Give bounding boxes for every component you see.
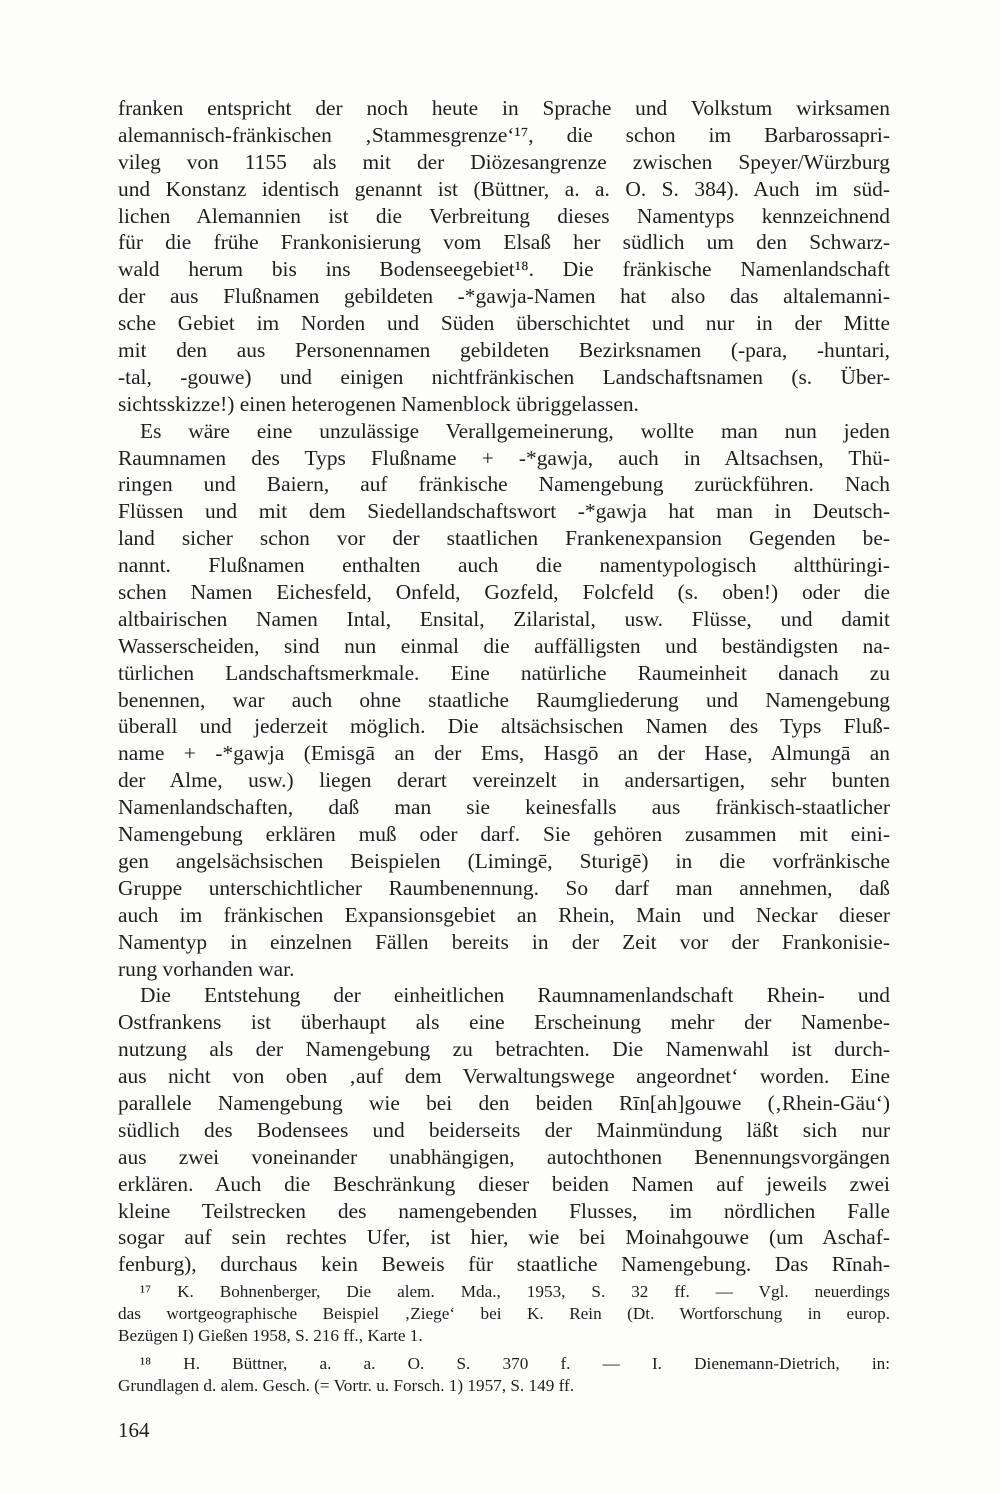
text-line: wald herum bis ins Bodenseegebiet¹⁸. Die fränkische Namenlandschaft (118, 257, 890, 282)
footnote-line: ¹⁷ K. Bohnenberger, Die alem. Mda., 1953, S. 32 ff. — Vgl. neuerdings (140, 1282, 890, 1301)
text-line: -tal, -gouwe) und einigen nichtfränkischen Landschaftsnamen (s. Über- (118, 364, 890, 389)
text-line: Raumnamen des Typs Flußname + -*gawja, auch in Altsachsen, Thü- (118, 445, 890, 470)
text-line: parallele Namengebung wie bei den beiden Rīn[ah]gouwe (‚Rhein-Gäu‘) (118, 1090, 890, 1115)
text-line: sche Gebiet im Norden und Süden überschichtet und nur in der Mitte (118, 311, 890, 336)
text-line: türlichen Landschaftsmerkmale. Eine natürliche Raumeinheit danach zu (118, 660, 890, 685)
text-line: benennen, war auch ohne staatliche Raumgliederung und Namengebung (118, 687, 890, 712)
footnotes (118, 1281, 890, 1397)
text-line: der Alme, usw.) liegen derart vereinzelt in andersartigen, sehr bunten (118, 768, 890, 793)
text-line: für die frühe Frankonisierung vom Elsaß her südlich um den Schwarz- (118, 230, 890, 255)
text-line: auch im fränkischen Expansionsgebiet an Rhein, Main und Neckar dieser (118, 902, 890, 927)
text-line: Die Entstehung der einheitlichen Raumnamenlandschaft Rhein- und (140, 983, 890, 1008)
text-line: alemannisch-fränkischen ‚Stammesgrenze‘¹⁷, die schon im Barbarossapri- (118, 122, 890, 147)
text-line: erklären. Auch die Beschränkung dieser beiden Namen auf jeweils zwei (118, 1171, 890, 1196)
text-line: fenburg), durchaus kein Beweis für staatliche Namengebung. Das Rīnah- (118, 1252, 890, 1277)
text-line: kleine Teilstrecken des namengebenden Flusses, im nördlichen Falle (118, 1198, 890, 1223)
text-line: Wasserscheiden, sind nun einmal die auffälligsten und beständigsten na- (118, 633, 890, 658)
text-line: aus nicht von oben ‚auf dem Verwaltungswege angeordnet‘ worden. Eine (118, 1064, 890, 1089)
page-number: 164 (118, 1418, 150, 1442)
text-line: lichen Alemannien ist die Verbreitung dieses Namentyps kennzeichnend (118, 203, 890, 228)
text-line: altbairischen Namen Intal, Ensital, Zilaristal, usw. Flüsse, und damit (118, 606, 890, 631)
text-line: sichtsskizze!) einen heterogenen Namenblock übriggelassen. (118, 391, 639, 416)
text-line: Namenlandschaften, daß man sie keinesfalls aus fränkisch-staatlicher (118, 795, 890, 820)
text-line: vileg von 1155 als mit der Diözesangrenze zwischen Speyer/Würzburg (118, 149, 890, 174)
text-line: gen angelsächsischen Beispielen (Limingē, Sturigē) in die vorfränkische (118, 848, 890, 873)
footnote-line: ¹⁸ H. Büttner, a. a. O. S. 370 f. — I. Dienemann-Dietrich, in: (140, 1354, 890, 1374)
text-line: Namengebung erklären muß oder darf. Sie gehören zusammen mit eini- (118, 822, 890, 847)
text-line: aus zwei voneinander unabhängigen, autochthonen Benennungsvorgängen (118, 1144, 890, 1169)
text-line: und Konstanz identisch genannt ist (Büttner, a. a. O. S. 384). Auch im süd- (118, 176, 890, 201)
text-line: Es wäre eine unzulässige Verallgemeinerung, wollte man nun jeden (140, 418, 890, 443)
text-line: Ostfrankens ist überhaupt als eine Erscheinung mehr der Namenbe- (118, 1010, 890, 1035)
text-line: überall und jederzeit möglich. Die altsächsischen Namen des Typs Fluß- (118, 714, 890, 739)
footnote-line: Bezügen I) Gießen 1958, S. 216 ff., Karte 1. (118, 1325, 423, 1345)
text-line: sogar auf sein rechtes Ufer, ist hier, wie bei Moinahgouwe (um Aschaf- (118, 1225, 890, 1250)
text-line: rung vorhanden war. (118, 956, 295, 981)
text-line: Namentyp in einzelnen Fällen bereits in der Zeit vor der Frankonisie- (118, 929, 890, 954)
text-line: nannt. Flußnamen enthalten auch die namentypologisch altthüringi- (118, 553, 890, 578)
text-line: Flüssen und mit dem Siedellandschaftswort -*gawja hat man in Deutsch- (118, 499, 890, 524)
footnote-line: das wortgeographische Beispiel ‚Ziege‘ bei K. Rein (Dt. Wortforschung in europ. (118, 1303, 890, 1323)
footnote-line: Grundlagen d. alem. Gesch. (= Vortr. u. Forsch. 1) 1957, S. 149 ff. (118, 1376, 575, 1396)
text-line: ringen und Baiern, auf fränkische Namengebung zurückführen. Nach (118, 472, 890, 497)
text-line: der aus Flußnamen gebildeten -*gawja-Namen hat also das altalemanni- (118, 284, 890, 309)
text-line: land sicher schon vor der staatlichen Frankenexpansion Gegenden be- (118, 526, 890, 551)
text-line: Gruppe unterschichtlicher Raumbenennung. So darf man annehmen, daß (118, 875, 890, 900)
text-line: franken entspricht der noch heute in Sprache und Volkstum wirksamen (118, 96, 890, 120)
body-text (118, 95, 890, 1278)
text-line: nutzung als der Namengebung zu betrachten. Die Namenwahl ist durch- (118, 1037, 890, 1062)
text-line: name + -*gawja (Emisgā an der Ems, Hasgō an der Hase, Almungā an (118, 741, 890, 766)
text-line: südlich des Bodensees und beiderseits der Mainmündung läßt sich nur (118, 1117, 890, 1142)
text-line: schen Namen Eichesfeld, Onfeld, Gozfeld, Folcfeld (s. oben!) oder die (118, 580, 890, 605)
text-line: mit den aus Personennamen gebildeten Bezirksnamen (-para, -huntari, (118, 338, 890, 363)
